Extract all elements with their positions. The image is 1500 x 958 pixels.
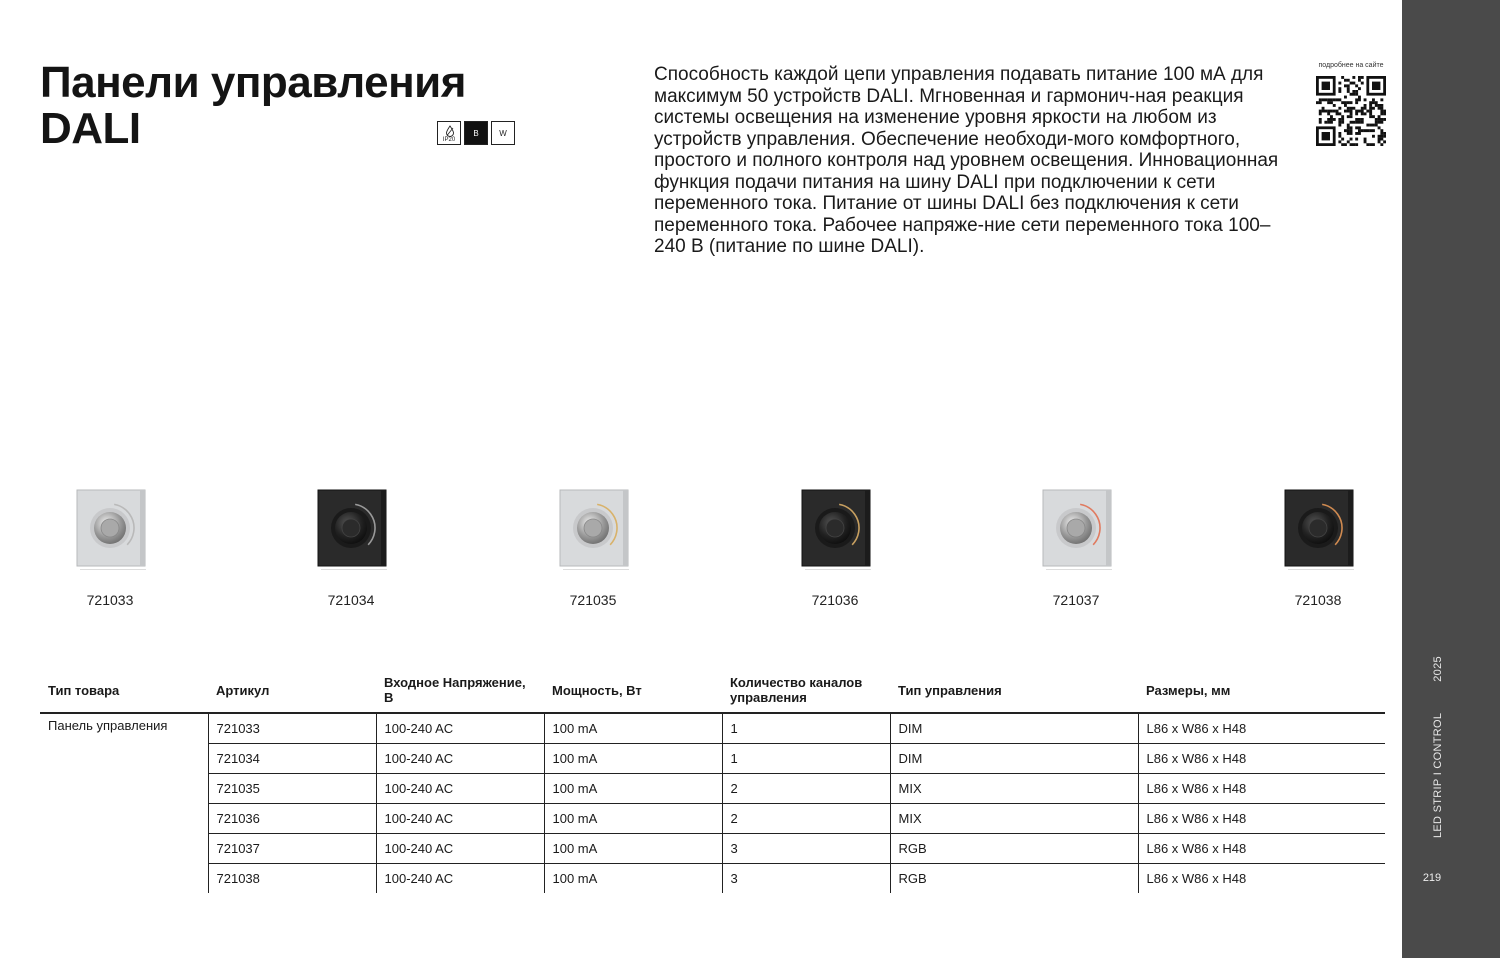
ip-rating-label: IP20 [442, 137, 456, 143]
table-row [40, 834, 1385, 864]
sidebar-year: 2025 [1432, 656, 1444, 682]
table-cell: L86 x W86 x H48 [1138, 713, 1385, 744]
table-cell: 100 mA [544, 864, 722, 894]
black-finish-badge: B [464, 121, 488, 145]
table-cell: DIM [890, 744, 1138, 774]
table-cell: L86 x W86 x H48 [1138, 864, 1385, 894]
table-cell: DIM [890, 713, 1138, 744]
qr-code-icon[interactable] [1316, 76, 1386, 146]
ip-rating-badge [437, 121, 461, 145]
sidebar-section-name: LED STRIP I CONTROL [1432, 713, 1444, 838]
table-row [40, 804, 1385, 834]
table-cell: 1 [722, 744, 890, 774]
table-cell: 3 [722, 864, 890, 894]
table-cell: L86 x W86 x H48 [1138, 774, 1385, 804]
table-cell: 100-240 AC [376, 864, 544, 894]
table-cell: 721036 [208, 804, 376, 834]
table-row [40, 744, 1385, 774]
table-cell: L86 x W86 x H48 [1138, 744, 1385, 774]
dimmer-panel-image [1040, 488, 1112, 570]
product-card[interactable] [1258, 480, 1378, 608]
table-cell: 721037 [208, 834, 376, 864]
table-row [40, 864, 1385, 894]
qr-caption: подробнее на сайте [1318, 62, 1384, 69]
product-code: 721036 [811, 592, 859, 608]
product-code: 721033 [86, 592, 134, 608]
table-cell: 100-240 AC [376, 744, 544, 774]
table-cell: MIX [890, 774, 1138, 804]
dimmer-panel-image [557, 488, 629, 570]
column-header: Артикул [208, 670, 376, 713]
table-cell: RGB [890, 834, 1138, 864]
table-cell: 100 mA [544, 713, 722, 744]
product-card[interactable] [775, 480, 895, 608]
page-title-line2: DALI [40, 104, 141, 153]
table-cell: 721038 [208, 864, 376, 894]
table-cell: 100 mA [544, 774, 722, 804]
table-cell: 721035 [208, 774, 376, 804]
product-card[interactable] [291, 480, 411, 608]
section-sidebar [1402, 0, 1500, 958]
table-row [40, 713, 1385, 744]
table-cell: L86 x W86 x H48 [1138, 804, 1385, 834]
table-cell: 100 mA [544, 804, 722, 834]
table-cell: 100-240 AC [376, 713, 544, 744]
table-cell: 721033 [208, 713, 376, 744]
table-cell: 100 mA [544, 744, 722, 774]
table-cell: 3 [722, 834, 890, 864]
sidebar-section-label [1432, 656, 1444, 838]
table-cell: 721034 [208, 744, 376, 774]
white-finish-badge: W [491, 121, 515, 145]
dimmer-panel-image [74, 488, 146, 570]
page-number: 219 [1422, 872, 1442, 884]
product-card[interactable] [533, 480, 653, 608]
column-header: Тип управления [890, 670, 1138, 713]
table-cell: 100-240 AC [376, 834, 544, 864]
product-code: 721037 [1052, 592, 1100, 608]
product-code: 721035 [569, 592, 617, 608]
water-drop-icon [445, 125, 455, 137]
table-cell: MIX [890, 804, 1138, 834]
product-code: 721038 [1294, 592, 1342, 608]
table-row [40, 774, 1385, 804]
column-header: Количество каналов управления [722, 670, 890, 713]
table-cell: 2 [722, 804, 890, 834]
table-header-row [40, 670, 1385, 713]
column-header: Мощность, Вт [544, 670, 722, 713]
table-cell: RGB [890, 864, 1138, 894]
dimmer-panel-image [799, 488, 871, 570]
column-header: Размеры, мм [1138, 670, 1385, 713]
page-title-line1: Панели управления [40, 58, 466, 107]
dimmer-panel-image [315, 488, 387, 570]
table-cell: 100-240 AC [376, 774, 544, 804]
product-card[interactable] [50, 480, 170, 608]
table-cell: 1 [722, 713, 890, 744]
product-card[interactable] [1016, 480, 1136, 608]
product-gallery [0, 480, 1400, 620]
product-type-cell: Панель управления [48, 718, 168, 733]
table-cell: L86 x W86 x H48 [1138, 834, 1385, 864]
column-header: Входное Напряжение, В [376, 670, 544, 713]
dimmer-panel-image [1282, 488, 1354, 570]
page-title [40, 60, 466, 152]
spec-table [40, 670, 1385, 893]
table-cell: 100 mA [544, 834, 722, 864]
spec-badges [437, 121, 515, 145]
product-description: Способность каждой цепи управления подавать питание 100 мА для максимум 50 устройств DALI. Мгновенная и гармонич-ная реакция системы освещения на изменение уровня яркости на любом из устройств управления. Обеспечение необходи-мого комфортного, простого и полного контроля над уровнем освещения. Инновационная функция подачи питания на шину DALI при подключении к сети переменного тока. Питание от шины DALI без подключения к сети переменного тока. Рабочее напряже-ние сети переменного тока 100–240 В (питание по шине DALI). [654, 64, 1279, 257]
column-header: Тип товара [40, 670, 208, 713]
table-cell: 2 [722, 774, 890, 804]
product-code: 721034 [327, 592, 375, 608]
table-cell: 100-240 AC [376, 804, 544, 834]
